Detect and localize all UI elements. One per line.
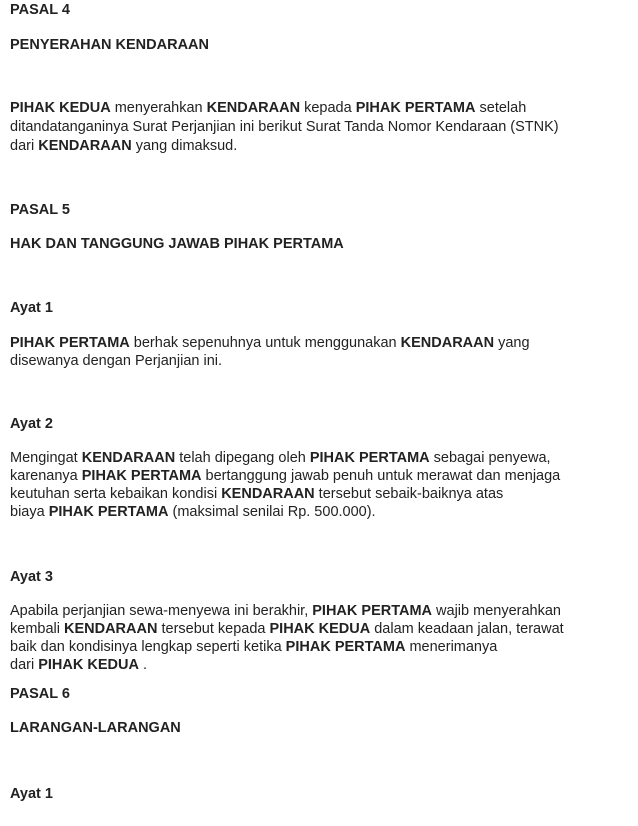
paragraph-line: PIHAK PERTAMA berhak sepenuhnya untuk menggunakan KENDARAAN yang bbox=[10, 335, 530, 351]
paragraph-line: kembali KENDARAAN tersebut kepada PIHAK KEDUA dalam keadaan jalan, terawat bbox=[10, 621, 564, 637]
paragraph-line: ditandatanganinya Surat Perjanjian ini berikut Surat Tanda Nomor Kendaraan (STNK) bbox=[10, 119, 559, 135]
paragraph-line: disewanya dengan Perjanjian ini. bbox=[10, 353, 223, 369]
paragraph-line: PIHAK KEDUA menyerahkan KENDARAAN kepada PIHAK PERTAMA setelah bbox=[10, 100, 527, 116]
paragraph-line: dari KENDARAAN yang dimaksud. bbox=[10, 138, 238, 154]
paragraph-line: biaya PIHAK PERTAMA (maksimal senilai Rp. 500.000). bbox=[10, 504, 376, 520]
paragraph-line: Apabila perjanjian sewa-menyewa ini berakhir, PIHAK PERTAMA wajib menyerahkan bbox=[10, 603, 561, 619]
pasal-5-ayat-1-label: Ayat 1 bbox=[10, 300, 53, 316]
pasal-4-label: PASAL 4 bbox=[10, 2, 70, 18]
pasal-6-ayat-1-label: Ayat 1 bbox=[10, 786, 53, 802]
pasal-5-ayat-2-label: Ayat 2 bbox=[10, 416, 53, 432]
paragraph-line: dari PIHAK KEDUA . bbox=[10, 657, 147, 673]
pasal-5-label: PASAL 5 bbox=[10, 202, 70, 218]
paragraph-line: Mengingat KENDARAAN telah dipegang oleh PIHAK PERTAMA sebagai penyewa, bbox=[10, 450, 551, 466]
pasal-4-title: PENYERAHAN KENDARAAN bbox=[10, 37, 209, 53]
paragraph-line: karenanya PIHAK PERTAMA bertanggung jawab penuh untuk merawat dan menjaga bbox=[10, 468, 561, 484]
pasal-5-ayat-3-label: Ayat 3 bbox=[10, 569, 53, 585]
paragraph-line: baik dan kondisinya lengkap seperti ketika PIHAK PERTAMA menerimanya bbox=[10, 639, 498, 655]
pasal-6-title: LARANGAN-LARANGAN bbox=[10, 720, 181, 736]
paragraph-line: keutuhan serta kebaikan kondisi KENDARAAN tersebut sebaik-baiknya atas bbox=[10, 486, 504, 502]
pasal-5-title: HAK DAN TANGGUNG JAWAB PIHAK PERTAMA bbox=[10, 236, 344, 252]
pasal-6-label: PASAL 6 bbox=[10, 686, 70, 702]
